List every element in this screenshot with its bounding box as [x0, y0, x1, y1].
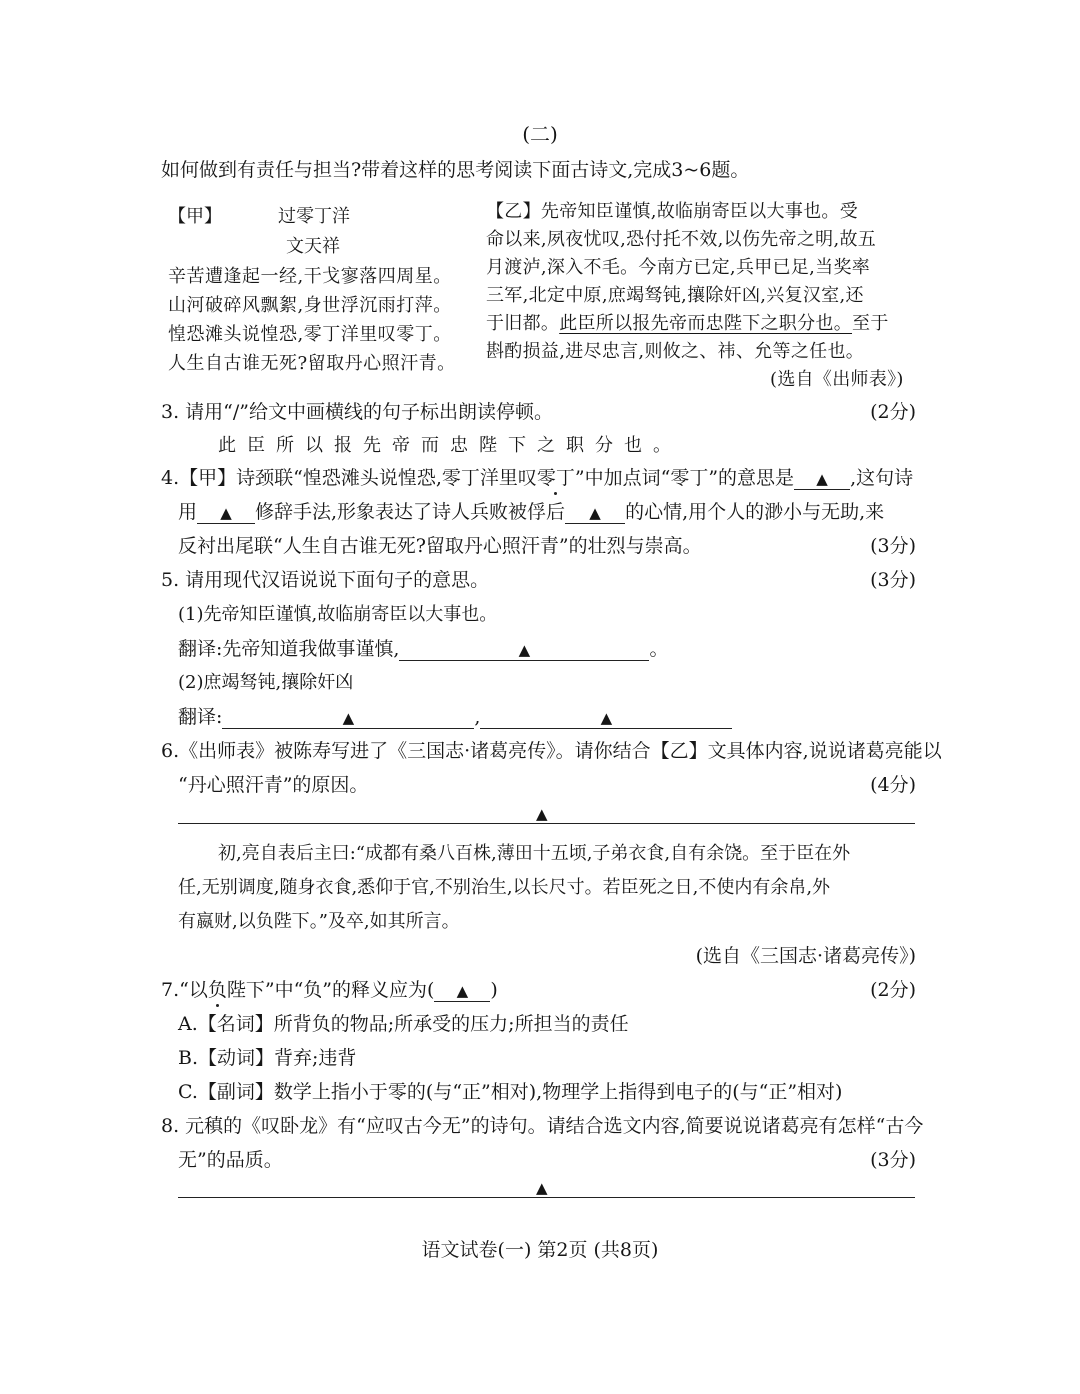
score-q3: (2分) — [870, 401, 916, 423]
blank-marker-icon: ▲ — [536, 1179, 548, 1197]
prose-source: (选自《出师表》) — [770, 369, 904, 390]
poem-label: 【甲】 — [168, 206, 222, 227]
answer-blank[interactable] — [399, 638, 649, 661]
blank-marker-icon: ▲ — [536, 805, 548, 823]
question-4-line-2 — [178, 497, 884, 524]
answer-sep: , — [474, 706, 481, 728]
score-q5: (3分) — [870, 569, 916, 591]
prose-line: 三军,北定中原,庶竭驽钝,攘除奸凶,兴复汉室,还 — [486, 285, 864, 306]
blank-marker-icon: ▲ — [589, 504, 601, 522]
section-title: (二) — [522, 122, 558, 146]
answer-blank[interactable] — [794, 467, 850, 490]
q4-text: 4.【甲】诗颈联“惶恐滩头说惶恐,零丁洋里叹 — [161, 467, 537, 489]
q4-text: 修辞手法,形象表达了诗人兵败被俘后 — [255, 501, 566, 523]
poem-line: 惶恐滩头说惶恐,零丁洋里叹零丁。 — [168, 324, 452, 345]
question-3: 3. 请用“/”给文中画横线的句子标出朗读停顿。 — [161, 401, 553, 423]
answer-blank[interactable] — [480, 706, 732, 729]
score-q4: (3分) — [870, 535, 916, 557]
prose-text: 于旧都。 — [486, 313, 560, 334]
answer-blank[interactable] — [434, 979, 490, 1002]
answer-end: 。 — [649, 638, 669, 660]
answer-label: 翻译:先帝知道我做事谨慎, — [178, 638, 400, 660]
question-8-line-1: 8. 元稹的《叹卧龙》有“应叹古今无”的诗句。请结合选文内容,简要说说诸葛亮有怎样“古今 — [161, 1115, 924, 1137]
blank-marker-icon: ▲ — [816, 470, 828, 488]
poem-author: 文天祥 — [286, 236, 340, 257]
answer-blank[interactable] — [565, 501, 625, 524]
option-c: C.【副词】数学上指小于零的(与“正”相对),物理学上指得到电子的(与“正”相对) — [178, 1081, 843, 1103]
question-4-line-3: 反衬出尾联“人生自古谁无死?留取丹心照汗青”的壮烈与崇高。 — [178, 535, 702, 557]
q4-text: 用 — [178, 501, 198, 523]
q5-item-1: (1)先帝知臣谨慎,故临崩寄臣以大事也。 — [178, 604, 498, 625]
blank-marker-icon: ▲ — [600, 709, 613, 727]
blank-marker-icon: ▲ — [456, 982, 469, 1000]
option-b: B.【动词】背弃;违背 — [178, 1047, 357, 1069]
answer-label: 翻译: — [178, 706, 223, 728]
q5-item-2: (2)庶竭驽钝,攘除奸凶 — [178, 672, 354, 693]
score-q6: (4分) — [870, 774, 916, 796]
passage-line: 初,亮自表后主曰:“成都有桑八百株,薄田十五顷,子弟衣食,自有余饶。至于臣在外 — [218, 843, 851, 864]
q3-sentence: 此臣所以报先帝而忠陛下之职分也。 — [218, 435, 682, 456]
prose-line: 【乙】先帝知臣谨慎,故临崩寄臣以大事也。受 — [486, 201, 859, 222]
score-q7: (2分) — [870, 979, 916, 1001]
q7-text: 7.“以 — [161, 979, 208, 1001]
question-7 — [161, 975, 498, 1002]
poem-line: 人生自古谁无死?留取丹心照汗青。 — [168, 353, 456, 374]
prose-line: 斟酌损益,进尽忠言,则攸之、祎、允等之任也。 — [486, 341, 865, 362]
question-4-line-1 — [161, 463, 913, 490]
page-footer: 语文试卷(一) 第2页 (共8页) — [421, 1239, 659, 1261]
question-6-line-1: 6.《出师表》被陈寿写进了《三国志·诸葛亮传》。请你结合【乙】文具体内容,说说诸葛亮能以 — [161, 740, 942, 762]
answer-blank[interactable] — [222, 706, 474, 729]
answer-line-q8[interactable] — [178, 1179, 915, 1198]
blank-marker-icon: ▲ — [220, 504, 232, 522]
q4-text: ,这句诗 — [850, 467, 914, 489]
underlined-sentence: 此臣所以报先帝而忠陛下之职分也。 — [559, 313, 853, 334]
dotted-word: 零丁 — [536, 467, 575, 489]
passage-source: (选自《三国志·诸葛亮传》) — [695, 945, 916, 967]
question-6-line-2: “丹心照汗青”的原因。 — [178, 774, 369, 796]
prose-text: 至于 — [852, 313, 889, 334]
score-q8: (3分) — [870, 1149, 916, 1171]
prose-line: 命以来,夙夜忧叹,恐付托不效,以伤先帝之明,故五 — [486, 229, 877, 250]
poem-line: 辛苦遭逢起一经,干戈寥落四周星。 — [168, 266, 452, 287]
prose-line — [486, 310, 889, 338]
question-8-line-2: 无”的品质。 — [178, 1149, 283, 1171]
dotted-word: 负 — [207, 979, 227, 1001]
passage-line: 任,无别调度,随身衣食,悉仰于官,不别治生,以长尺寸。若臣死之日,不使内有余帛,外 — [178, 877, 831, 898]
blank-marker-icon: ▲ — [342, 709, 355, 727]
q7-text: ) — [490, 979, 498, 1001]
q4-text: 的心情,用个人的渺小与无助,来 — [625, 501, 885, 523]
question-5: 5. 请用现代汉语说说下面句子的意思。 — [161, 569, 490, 591]
blank-marker-icon: ▲ — [518, 641, 531, 659]
section-intro: 如何做到有责任与担当?带着这样的思考阅读下面古诗文,完成3~6题。 — [161, 159, 750, 181]
poem-block — [168, 202, 468, 374]
q5-item-2-answer — [178, 702, 732, 729]
q5-item-1-answer — [178, 634, 668, 661]
q4-text: ”中加点词“零丁”的意思是 — [574, 467, 795, 489]
poem-title: 过零丁洋 — [278, 206, 350, 227]
q7-text: 陛下”中“负”的释义应为( — [226, 979, 435, 1001]
option-a: A.【名词】所背负的物品;所承受的压力;所担当的责任 — [178, 1013, 629, 1035]
answer-line-q6[interactable] — [178, 805, 915, 824]
passage-line: 有嬴财,以负陛下。”及卒,如其所言。 — [178, 911, 460, 932]
poem-line: 山河破碎风飘絮,身世浮沉雨打萍。 — [168, 295, 452, 316]
prose-line: 月渡泸,深入不毛。今南方已定,兵甲已足,当奖率 — [486, 257, 871, 278]
answer-blank[interactable] — [197, 501, 255, 524]
